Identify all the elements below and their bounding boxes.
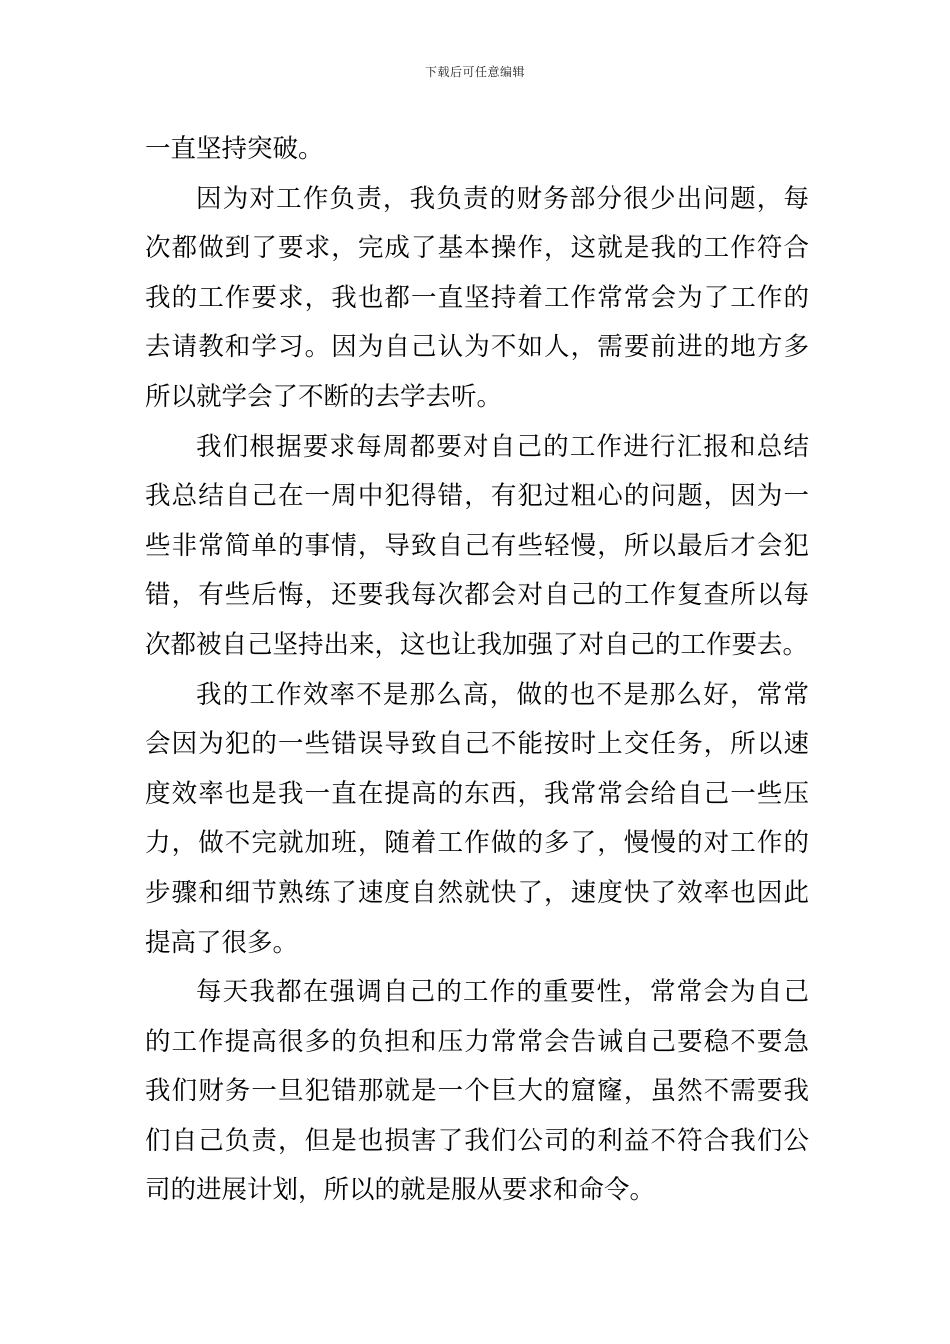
text-line: 力，做不完就加班，随着工作做的多了，慢慢的对工作的 [145,828,809,859]
text-line: 们自己负责，但是也损害了我们公司的利益不符合我们公 [145,1125,809,1156]
text-line: 步骤和细节熟练了速度自然就快了，速度快了效率也因此 [145,877,809,908]
paragraph-first-line: 每天我都在强调自己的工作的重要性，常常会为自己 [196,977,809,1008]
paragraph-first-line: 因为对工作负责，我负责的财务部分很少出问题，每 [196,183,809,214]
text-line: 次都做到了要求，完成了基本操作，这就是我的工作符合 [145,233,809,264]
text-line: 的工作提高很多的负担和压力常常会告诫自己要稳不要急 [145,1026,809,1057]
text-line: 会因为犯的一些错误导致自己不能按时上交任务，所以速 [145,729,809,760]
text-line: 错，有些后悔，还要我每次都会对自己的工作复查所以每 [145,580,809,611]
text-line: 我们财务一旦犯错那就是一个巨大的窟窿，虽然不需要我 [145,1076,809,1107]
text-line: 度效率也是我一直在提高的东西，我常常会给自己一些压 [145,778,809,809]
paragraph-first-line: 我们根据要求每周都要对自己的工作进行汇报和总结 [196,431,809,462]
text-line: 一直坚持突破。 [145,134,324,164]
text-line: 所以就学会了不断的去学去听。 [145,381,503,412]
text-line: 我总结自己在一周中犯得错，有犯过粗心的问题，因为一 [145,481,809,512]
paragraph-first-line: 我的工作效率不是那么高，做的也不是那么好，常常 [196,679,809,710]
text-line: 去请教和学习。因为自己认为不如人，需要前进的地方多 [145,332,809,363]
text-line: 司的进展计划，所以的就是服从要求和命令。 [145,1175,656,1206]
text-line: 我的工作要求，我也都一直坚持着工作常常会为了工作的 [145,282,809,313]
page-header: 下载后可任意编辑 [424,65,525,79]
document-body [145,125,809,1216]
text-line: 提高了很多。 [145,927,299,958]
text-line: 次都被自己坚持出来，这也让我加强了对自己的工作要去。 [145,629,809,660]
text-line: 些非常简单的事情，导致自己有些轻慢，所以最后才会犯 [145,530,809,561]
